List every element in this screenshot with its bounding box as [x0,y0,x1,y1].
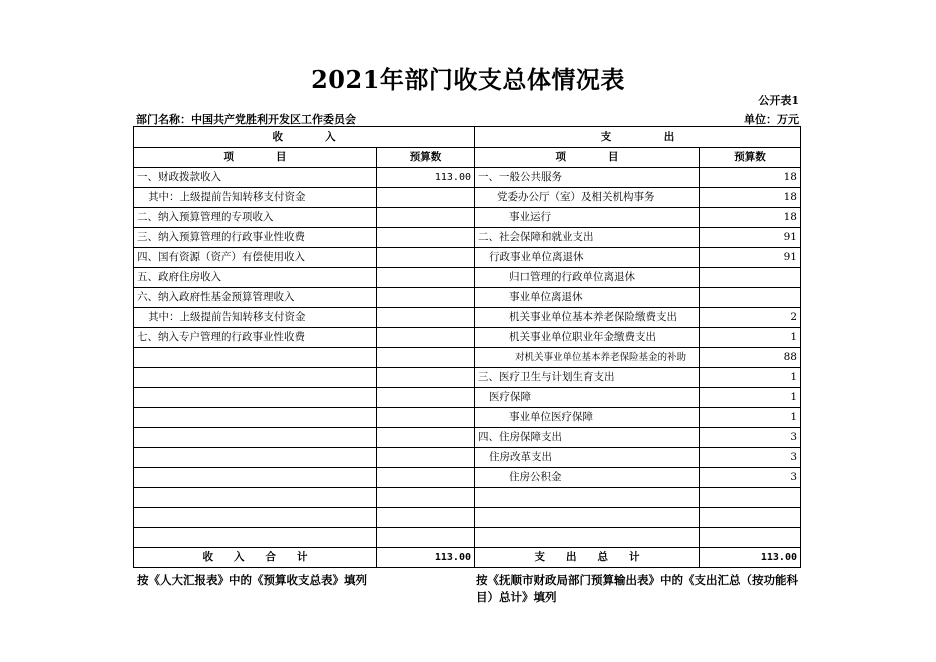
income-amount [377,368,475,388]
income-item: 三、纳入预算管理的行政事业性收费 [134,228,377,248]
expense-item: 行政事业单位离退休 [475,248,700,268]
expense-amount: 3 [700,428,801,448]
section-header-row [134,127,801,148]
income-amount [377,328,475,348]
expense-amount [700,488,801,508]
expense-budget-header: 预算数 [700,148,801,168]
expense-item: 对机关事业单位基本养老保险基金的补助 [475,348,700,368]
expense-amount: 91 [700,228,801,248]
budget-table [133,126,801,568]
expense-amount: 3 [700,468,801,488]
form-number: 公开表1 [758,94,799,107]
expense-amount: 1 [700,328,801,348]
expense-item: 机关事业单位职业年金缴费支出 [475,328,700,348]
table-row [134,208,801,228]
income-item [134,528,377,548]
expense-item [475,488,700,508]
expense-item: 住房改革支出 [475,448,700,468]
income-amount [377,268,475,288]
expense-amount [700,288,801,308]
income-amount [377,248,475,268]
expense-amount [700,268,801,288]
totals-row [134,548,801,568]
page-title: 2021年部门收支总体情况表 [311,65,625,94]
expense-amount: 1 [700,388,801,408]
table-row [134,308,801,328]
income-item: 七、纳入专户管理的行政事业性收费 [134,328,377,348]
income-item: 六、纳入政府性基金预算管理收入 [134,288,377,308]
income-item [134,428,377,448]
expense-item-header: 项 目 [475,148,700,168]
table-row [134,448,801,468]
income-item: 四、国有资源（资产）有偿使用收入 [134,248,377,268]
column-header-row [134,148,801,168]
table-row [134,488,801,508]
expense-item: 医疗保障 [475,388,700,408]
expense-item: 事业单位医疗保障 [475,408,700,428]
expense-amount: 88 [700,348,801,368]
expense-amount: 1 [700,368,801,388]
table-row [134,508,801,528]
expense-amount: 1 [700,408,801,428]
income-amount [377,408,475,428]
income-amount [377,428,475,448]
income-amount: 113.00 [377,168,475,188]
income-amount [377,208,475,228]
income-item [134,468,377,488]
table-row [134,248,801,268]
expense-amount: 18 [700,188,801,208]
income-amount [377,308,475,328]
expense-amount: 91 [700,248,801,268]
income-amount [377,528,475,548]
expense-amount [700,508,801,528]
expense-total-amount: 113.00 [700,548,801,568]
income-item: 其中：上级提前告知转移支付资金 [134,308,377,328]
income-source-note: 按《人大汇报表》中的《预算收支总表》填列 [137,573,367,587]
expense-item: 事业运行 [475,208,700,228]
expense-amount [700,528,801,548]
income-item: 二、纳入预算管理的专项收入 [134,208,377,228]
expense-item: 归口管理的行政单位离退休 [475,268,700,288]
income-item [134,368,377,388]
expense-section-header: 支 出 [475,127,801,148]
income-amount [377,388,475,408]
table-row [134,468,801,488]
income-amount [377,468,475,488]
income-budget-header: 预算数 [377,148,475,168]
expense-amount: 3 [700,448,801,468]
income-item-header: 项 目 [134,148,377,168]
table-row [134,228,801,248]
table-row [134,288,801,308]
table-row [134,408,801,428]
expense-item: 四、住房保障支出 [475,428,700,448]
table-row [134,428,801,448]
income-amount [377,348,475,368]
income-item: 其中：上级提前告知转移支付资金 [134,188,377,208]
table-row [134,528,801,548]
expense-item: 事业单位离退休 [475,288,700,308]
table-row [134,188,801,208]
table-row [134,348,801,368]
table-row [134,168,801,188]
expense-item: 一、一般公共服务 [475,168,700,188]
table-row [134,388,801,408]
expense-item: 机关事业单位基本养老保险缴费支出 [475,308,700,328]
income-total-label: 收 入 合 计 [134,548,377,568]
expense-item: 三、医疗卫生与计划生育支出 [475,368,700,388]
income-item [134,448,377,468]
income-total-amount: 113.00 [377,548,475,568]
table-row [134,328,801,348]
unit-label: 单位：万元 [744,113,799,126]
expense-item: 二、社会保障和就业支出 [475,228,700,248]
table-row [134,368,801,388]
income-section-header: 收 入 [134,127,475,148]
expense-amount: 2 [700,308,801,328]
income-item: 五、政府住房收入 [134,268,377,288]
expense-source-note: 按《抚顺市财政局部门预算输出表》中的《支出汇总（按功能科目）总计》填列 [476,573,798,604]
income-amount [377,288,475,308]
income-amount [377,448,475,468]
income-amount [377,228,475,248]
income-amount [377,188,475,208]
income-item [134,388,377,408]
income-item [134,408,377,428]
expense-total-label: 支 出 总 计 [475,548,700,568]
expense-item: 党委办公厅（室）及相关机构事务 [475,188,700,208]
expense-amount: 18 [700,168,801,188]
income-item [134,488,377,508]
income-amount [377,488,475,508]
income-item [134,508,377,528]
income-item: 一、财政拨款收入 [134,168,377,188]
expense-item [475,508,700,528]
expense-item: 住房公积金 [475,468,700,488]
table-row [134,268,801,288]
income-amount [377,508,475,528]
expense-amount: 18 [700,208,801,228]
expense-item [475,528,700,548]
income-item [134,348,377,368]
department-name: 部门名称：中国共产党胜利开发区工作委员会 [136,113,356,126]
